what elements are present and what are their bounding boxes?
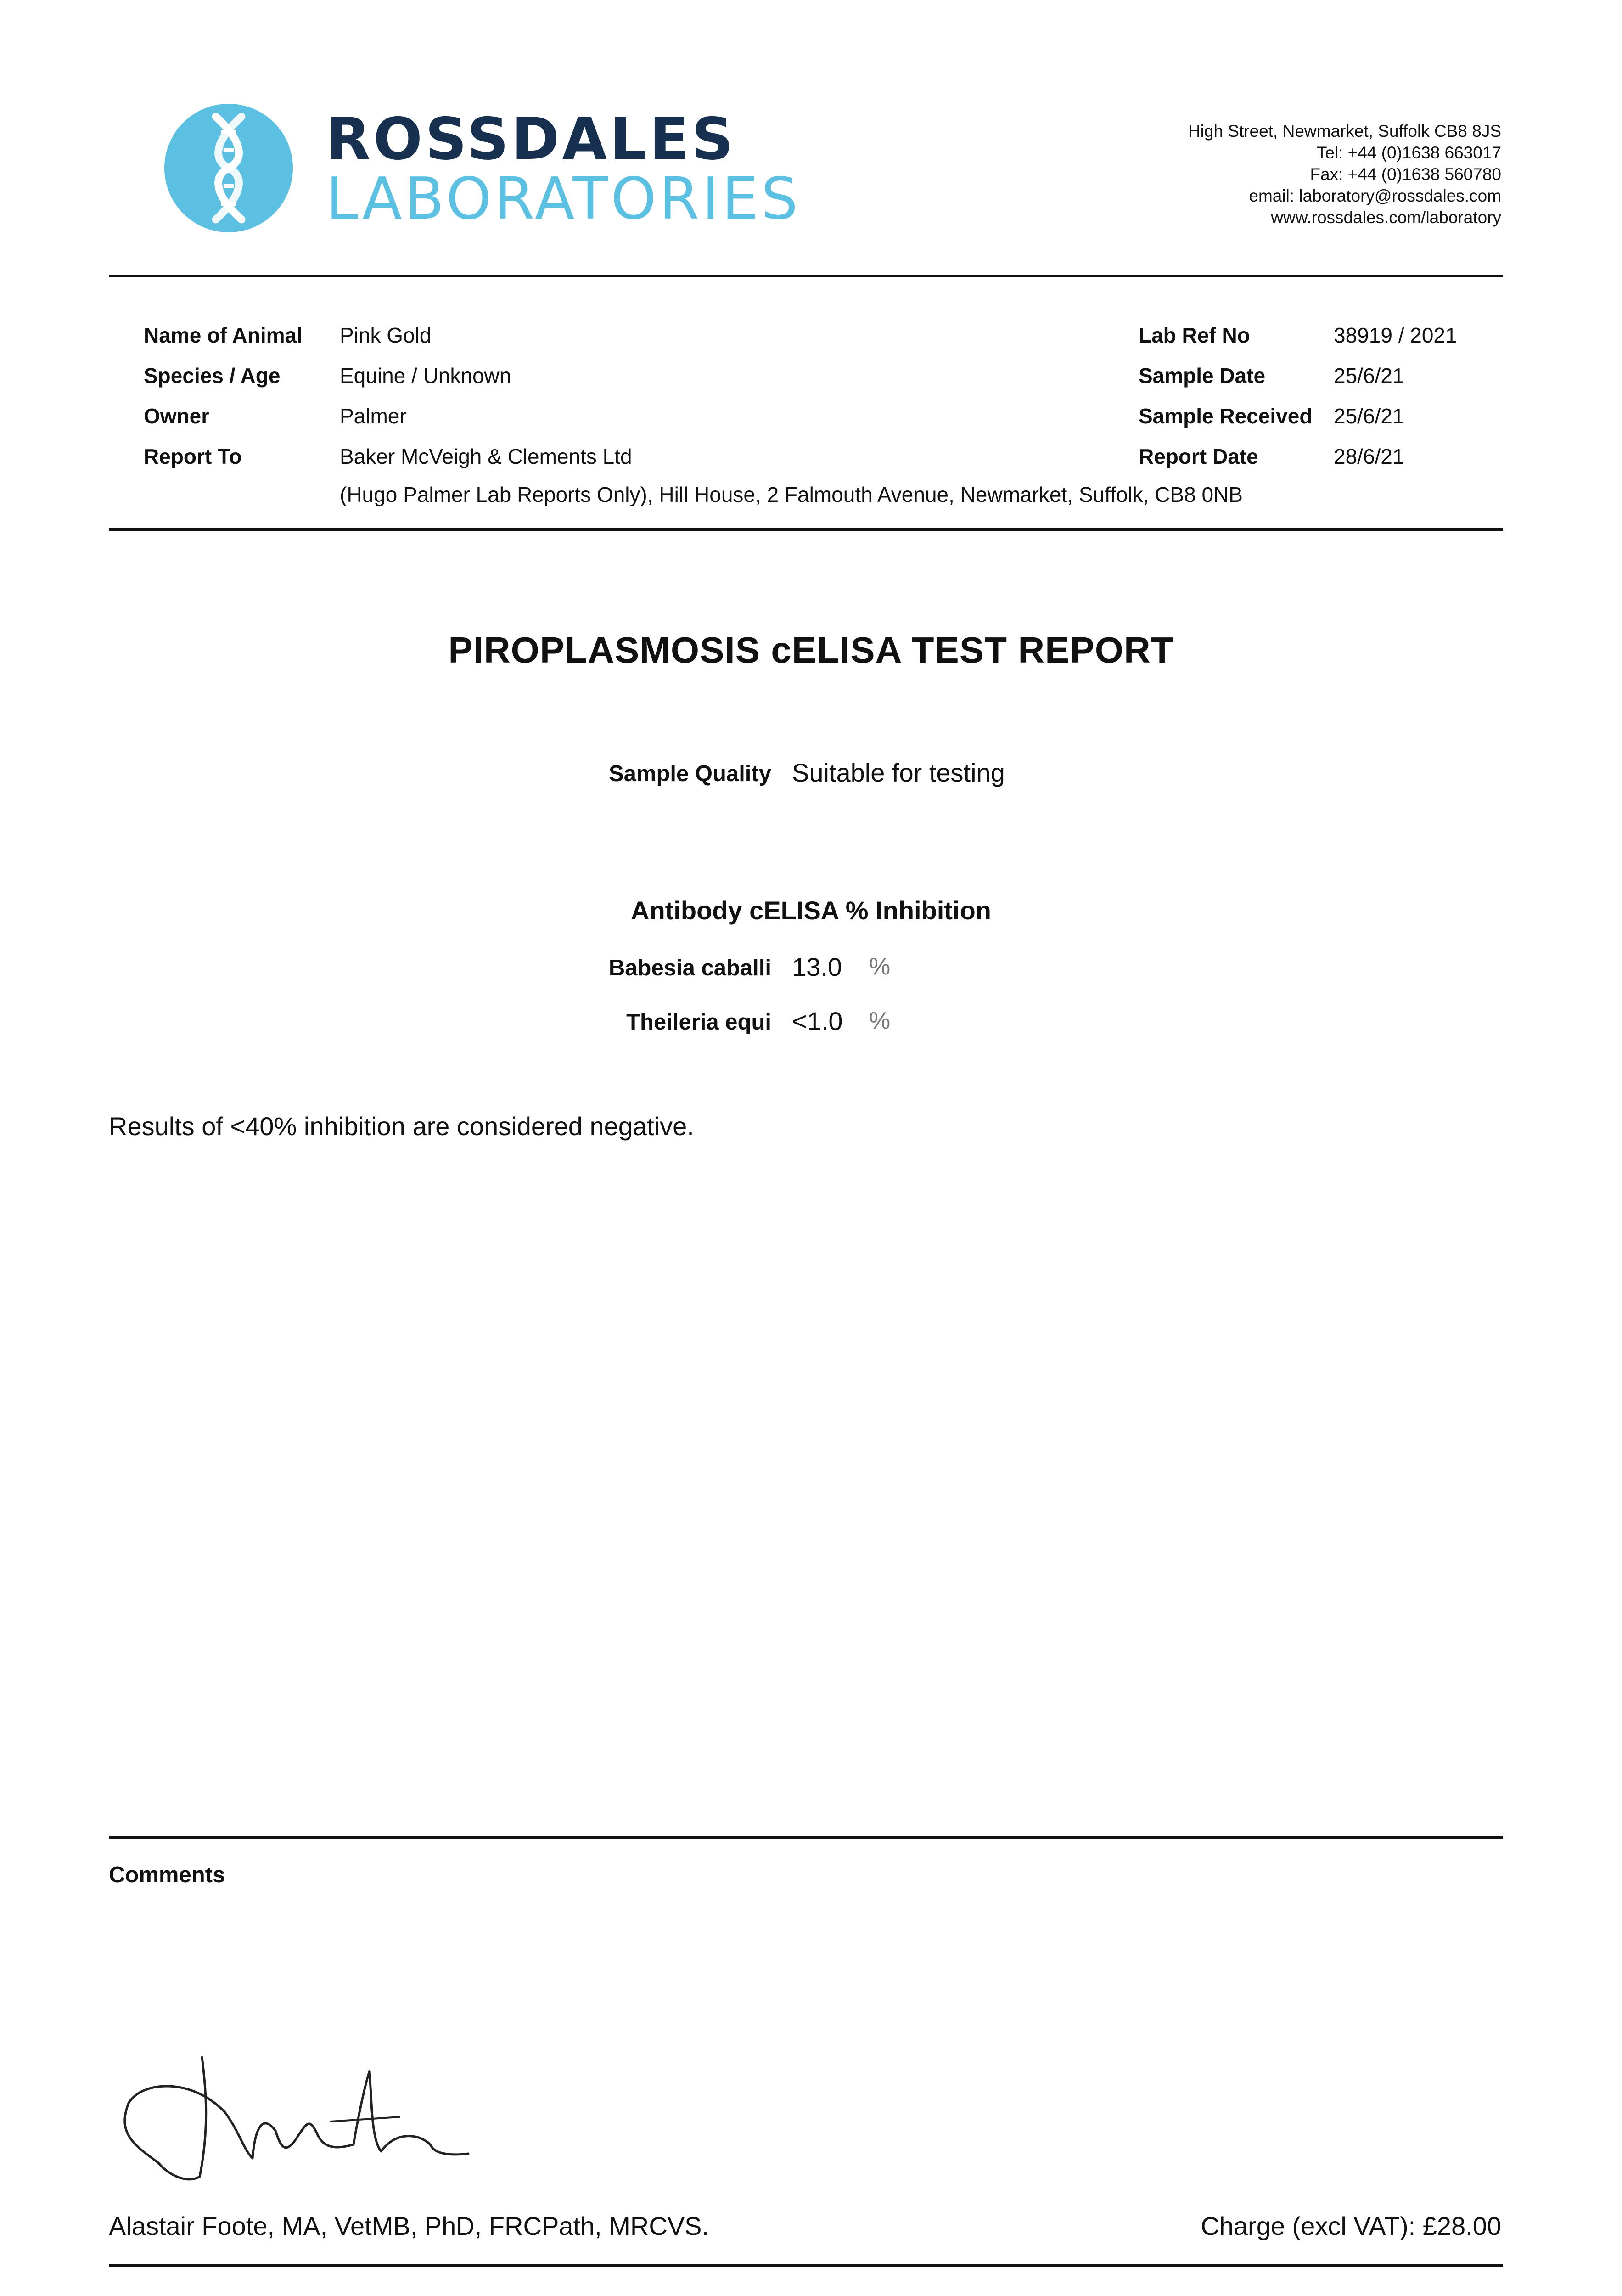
sample-quality-value: Suitable for testing	[792, 758, 1005, 787]
contact-fax: Fax: +44 (0)1638 560780	[1310, 165, 1501, 184]
name-of-animal-value: Pink Gold	[340, 323, 432, 347]
result-name-theileria: Theileria equi	[626, 1010, 771, 1035]
contact-tel: Tel: +44 (0)1638 663017	[1316, 143, 1501, 162]
result-unit-theileria: %	[869, 1007, 891, 1034]
report-title: PIROPLASMOSIS cELISA TEST REPORT	[448, 630, 1174, 670]
dna-helix-icon	[164, 104, 293, 232]
charge: Charge (excl VAT): £28.00	[1201, 2212, 1501, 2240]
sample-received-label: Sample Received	[1139, 404, 1313, 428]
owner-label: Owner	[144, 404, 210, 428]
report-date-label: Report Date	[1139, 445, 1258, 468]
result-value-babesia: 13.0	[792, 952, 842, 981]
brand-subtitle: LABORATORIES	[326, 165, 801, 232]
comments-label: Comments	[109, 1863, 225, 1887]
contact-email: email: laboratory@rossdales.com	[1249, 186, 1501, 205]
sample-received-value: 25/6/21	[1334, 404, 1404, 428]
result-value-theileria: <1.0	[792, 1007, 843, 1035]
contact-block	[1056, 120, 1501, 228]
divider	[109, 528, 1503, 531]
divider	[109, 2264, 1503, 2267]
contact-website: www.rossdales.com/laboratory	[1271, 208, 1501, 227]
name-of-animal-label: Name of Animal	[144, 323, 303, 347]
lab-ref-value: 38919 / 2021	[1334, 323, 1457, 347]
interpretation-note: Results of <40% inhibition are considered negative.	[109, 1112, 694, 1141]
report-date-value: 28/6/21	[1334, 445, 1404, 468]
report-to-address: (Hugo Palmer Lab Reports Only), Hill House, 2 Falmouth Avenue, Newmarket, Suffolk, CB8 0NB	[340, 483, 1243, 506]
species-age-label: Species / Age	[144, 364, 281, 388]
report-to-value: Baker McVeigh & Clements Ltd	[340, 445, 632, 468]
owner-value: Palmer	[340, 404, 407, 428]
brand-name: ROSSDALES	[326, 105, 736, 173]
lab-ref-label: Lab Ref No	[1139, 323, 1250, 347]
signature	[115, 2053, 473, 2186]
divider	[109, 275, 1503, 277]
report-to-label: Report To	[144, 445, 242, 468]
result-name-babesia: Babesia caballi	[608, 956, 771, 980]
divider	[109, 1836, 1503, 1839]
sample-date-value: 25/6/21	[1334, 364, 1404, 388]
contact-address: High Street, Newmarket, Suffolk CB8 8JS	[1188, 122, 1501, 141]
signatory-name: Alastair Foote, MA, VetMB, PhD, FRCPath, MRCVS.	[109, 2212, 709, 2240]
result-unit-babesia: %	[869, 953, 891, 980]
species-age-value: Equine / Unknown	[340, 364, 511, 388]
sample-date-label: Sample Date	[1139, 364, 1266, 388]
sample-quality-label: Sample Quality	[608, 761, 771, 786]
antibody-heading: Antibody cELISA % Inhibition	[631, 896, 991, 925]
